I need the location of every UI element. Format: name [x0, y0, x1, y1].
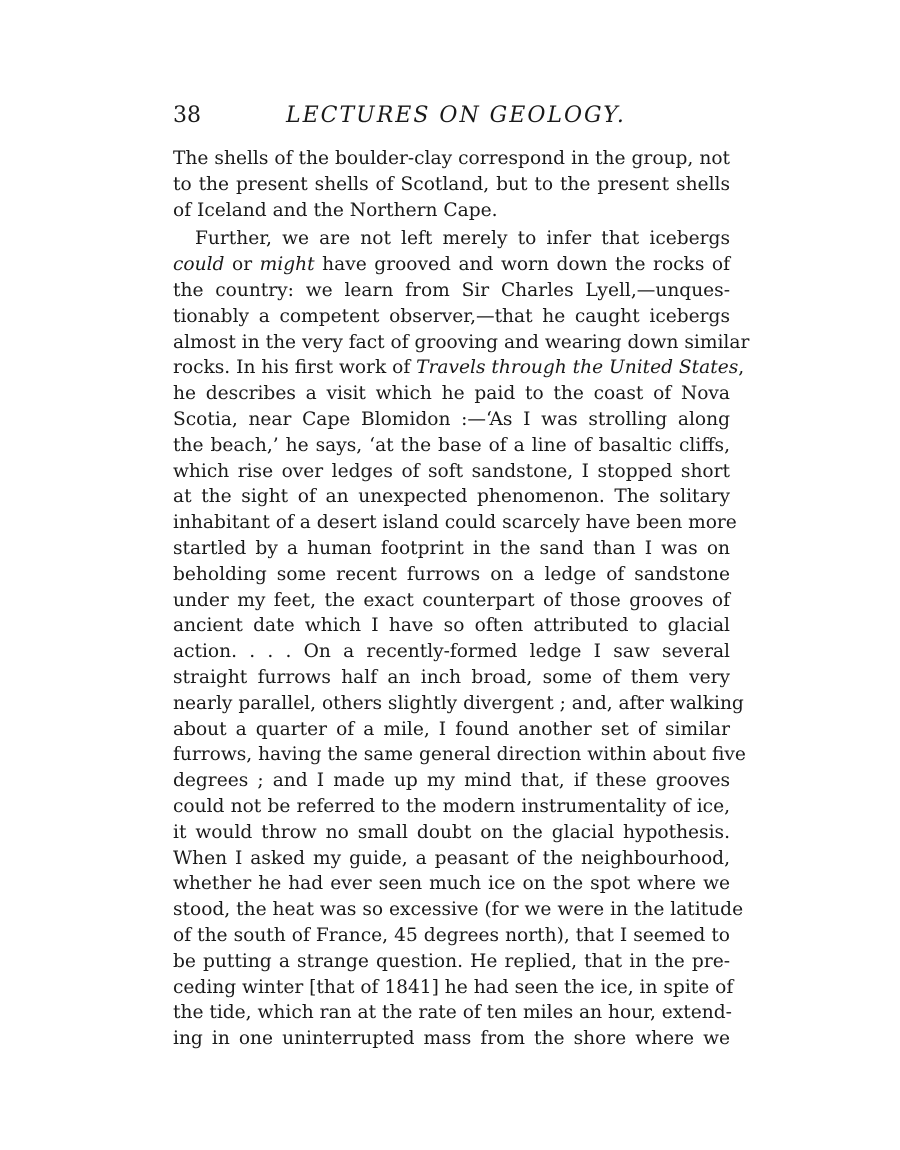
- text-fragment: rocks. In his first work of: [173, 357, 417, 379]
- running-title: LECTURES ON GEOLOGY.: [286, 103, 626, 128]
- text-line-with-book-title: [173, 355, 745, 381]
- text-fragment: have grooved and worn down the rocks of: [314, 254, 731, 276]
- text-line: nearly parallel, others slightly divergent ; and, after walking: [173, 692, 744, 714]
- text-line: whether he had ever seen much ice on the spot where we: [173, 873, 730, 895]
- text-line: could not be referred to the modern instrumentality of ice,: [173, 795, 730, 817]
- text-line: The shells of the boulder-clay correspond in the group, not: [173, 148, 730, 169]
- text-line: about a quarter of a mile, I found another set of similar: [173, 718, 730, 740]
- text-line: almost in the very fact of grooving and wearing down similar: [173, 331, 750, 353]
- text-line: action. . . . On a recently-formed ledge I saw several: [173, 641, 730, 663]
- text-line: the tide, which ran at the rate of ten miles an hour, extend-: [173, 1002, 732, 1024]
- paragraph-2: [173, 226, 750, 1052]
- text-line: Scotia, near Cape Blomidon :—‘As I was strolling along: [173, 408, 730, 430]
- text-line: it would throw no small doubt on the glacial hypothesis.: [173, 821, 730, 843]
- text-line: inhabitant of a desert island could scarcely have been more: [173, 512, 737, 534]
- text-line: When I asked my guide, a peasant of the neighbourhood,: [173, 847, 730, 869]
- text-line: ceding winter [that of 1841] he had seen the ice, in spite of: [173, 976, 734, 998]
- text-fragment: ,: [738, 357, 745, 379]
- running-head: [173, 98, 730, 134]
- page-number: 38: [173, 103, 201, 128]
- text-line: he describes a visit which he paid to the coast of Nova: [173, 383, 730, 405]
- text-line: which rise over ledges of soft sandstone, I stopped short: [173, 460, 730, 482]
- text-line: ancient date which I have so often attributed to glacial: [173, 615, 730, 637]
- text-line-with-emphasis: [173, 252, 730, 278]
- text-line: of the south of France, 45 degrees north), that I seemed to: [173, 924, 730, 946]
- text-line: be putting a strange question. He replied, that in the pre-: [173, 950, 730, 972]
- text-line: straight furrows half an inch broad, some of them very: [173, 666, 730, 688]
- text-line: beholding some recent furrows on a ledge of sandstone: [173, 563, 730, 585]
- text-line: of Iceland and the Northern Cape.: [173, 199, 498, 221]
- text-line: the beach,’ he says, ‘at the base of a line of basaltic cliffs,: [173, 434, 730, 456]
- text-line: tionably a competent observer,—that he caught icebergs: [173, 305, 730, 327]
- emphasis-might: might: [259, 254, 315, 276]
- text-line: degrees ; and I made up my mind that, if these grooves: [173, 770, 730, 792]
- paragraph-1: [173, 146, 730, 223]
- book-title-travels: Travels through the United States: [416, 357, 739, 379]
- text-line: stood, the heat was so excessive (for we were in the latitude: [173, 899, 744, 921]
- text-line: ing in one uninterrupted mass from the shore where we: [173, 1028, 730, 1050]
- body-text: [173, 146, 750, 1052]
- text-fragment: or: [224, 254, 260, 276]
- text-line: under my feet, the exact counterpart of those grooves of: [173, 589, 730, 611]
- emphasis-could: could: [173, 254, 225, 276]
- text-line: the country: we learn from Sir Charles Lyell,—unques-: [173, 279, 730, 301]
- text-line: startled by a human footprint in the sand than I was on: [173, 537, 730, 559]
- text-line: at the sight of an unexpected phenomenon. The solitary: [173, 486, 730, 508]
- text-line: Further, we are not left merely to infer that icebergs: [195, 228, 730, 250]
- text-line: furrows, having the same general direction within about five: [173, 744, 746, 766]
- text-line: to the present shells of Scotland, but to the present shells: [173, 173, 730, 195]
